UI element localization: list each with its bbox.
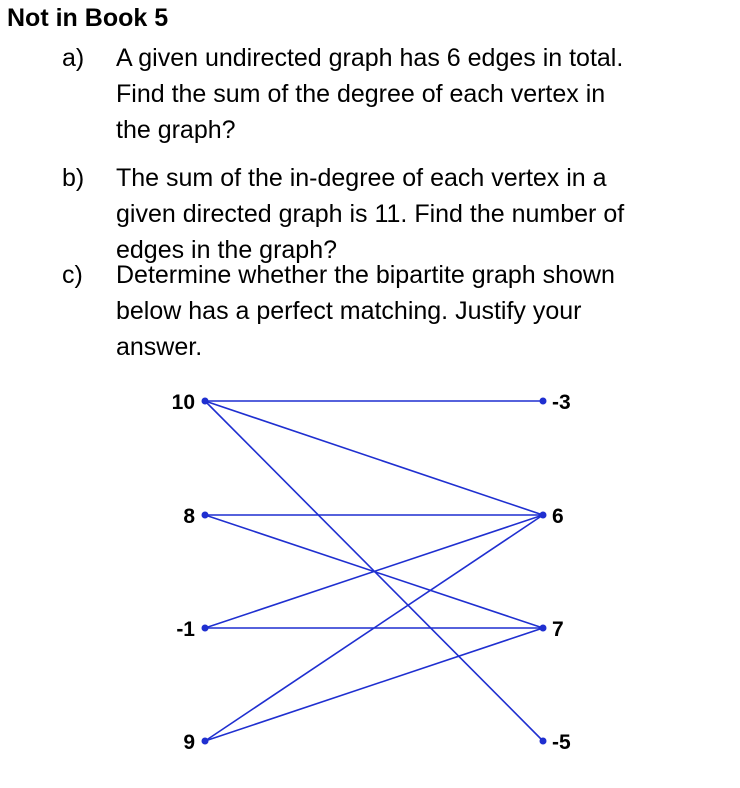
graph-vertex (202, 738, 209, 745)
graph-vertex (202, 398, 209, 405)
question-label: a) (62, 44, 85, 72)
page-title: Not in Book 5 (7, 4, 169, 32)
question-label: c) (62, 261, 83, 289)
question-label: b) (62, 164, 85, 192)
vertex-label: 6 (552, 505, 564, 528)
graph-vertex (540, 512, 547, 519)
graph-vertex (540, 738, 547, 745)
vertex-label: 8 (183, 505, 195, 528)
vertex-label: 9 (183, 731, 195, 754)
question-text: A given undirected graph has 6 edges in total. Find the sum of the degree of each vertex in the graph? (116, 44, 624, 144)
graph-vertex (540, 625, 547, 632)
vertex-label: -5 (552, 731, 571, 754)
vertex-label: -1 (176, 618, 195, 641)
graph-vertex (202, 512, 209, 519)
graph-edge (205, 401, 543, 515)
graph-vertex (202, 625, 209, 632)
question-text: The sum of the in-degree of each vertex in a given directed graph is 11. Find the number of edges in the graph? (116, 164, 625, 264)
vertex-label: -3 (552, 391, 571, 414)
graph-vertex (540, 398, 547, 405)
vertex-label: 10 (171, 391, 195, 414)
question-text: Determine whether the bipartite graph shown below has a perfect matching. Justify your answer. (116, 261, 615, 361)
vertex-label: 7 (552, 618, 564, 641)
graph-edge (205, 628, 543, 741)
